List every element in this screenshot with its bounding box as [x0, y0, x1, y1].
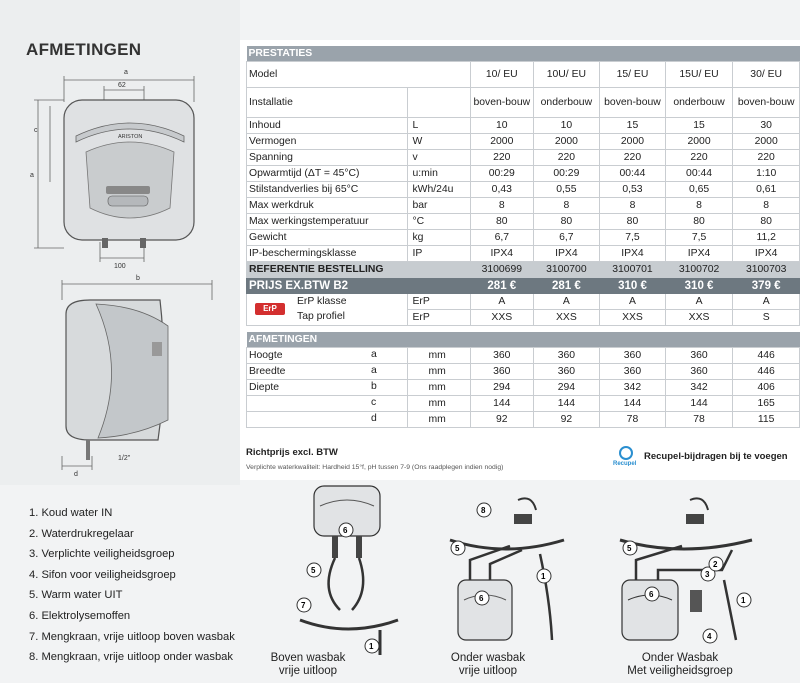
diagram-number: 4 [707, 632, 712, 641]
dim-value: 406 [733, 380, 800, 396]
spec-value: 80 [600, 214, 666, 230]
dim-value: 92 [471, 412, 534, 428]
spec-value: IPX4 [533, 246, 600, 262]
tap-profiel-unit: ErP [408, 310, 471, 326]
model-row [247, 62, 800, 88]
spec-value: 30 [733, 118, 800, 134]
spec-value: 2000 [600, 134, 666, 150]
dim-value: 360 [533, 364, 600, 380]
dim-value: 78 [600, 412, 666, 428]
spec-unit: u:min [408, 166, 471, 182]
prijs-cell: 281 € [471, 278, 534, 294]
erp-logo: ErP [255, 303, 285, 315]
dim-value: 144 [533, 396, 600, 412]
spec-value: 8 [471, 198, 534, 214]
tap-profiel-cell: S [733, 310, 800, 326]
dim-unit: mm [408, 348, 471, 364]
spec-value: 220 [665, 150, 733, 166]
dim-unit: mm [408, 396, 471, 412]
erp-klasse-row [247, 294, 800, 310]
model-cell: 10/ EU [471, 62, 534, 88]
tap-profiel-cell: XXS [665, 310, 733, 326]
tap-profiel-label: Tap profiel [297, 311, 345, 322]
dim-value: 446 [733, 364, 800, 380]
dim-label-cell [247, 364, 408, 380]
spec-row [247, 182, 800, 198]
spec-value: 15 [665, 118, 733, 134]
spec-value: 00:29 [471, 166, 534, 182]
dim-label: Hoogte [249, 349, 283, 361]
spec-unit: bar [408, 198, 471, 214]
front-view-drawing [20, 62, 230, 277]
dim-value: 165 [733, 396, 800, 412]
install-diagram-boven-wasbak [280, 480, 410, 655]
spec-value: 220 [600, 150, 666, 166]
prijs-row [247, 278, 800, 294]
spec-unit: IP [408, 246, 471, 262]
installatie-label: Installatie [247, 88, 408, 118]
dim-value: 144 [600, 396, 666, 412]
model-cell: 10U/ EU [533, 62, 600, 88]
diagram-number: 5 [627, 544, 632, 553]
dim-value: 78 [665, 412, 733, 428]
dim-unit: mm [408, 412, 471, 428]
dim-value: 144 [665, 396, 733, 412]
dim-symbol: a [371, 365, 377, 376]
spec-row [247, 150, 800, 166]
dim-value: 360 [600, 364, 666, 380]
dim-value: 342 [665, 380, 733, 396]
side-view-drawing [40, 270, 230, 480]
referentie-cell: 3100703 [733, 262, 800, 278]
spec-value: 10 [471, 118, 534, 134]
dim-label: Breedte [249, 365, 286, 377]
spec-value: 220 [533, 150, 600, 166]
recupel-text: Recupel-bijdragen bij te voegen [644, 451, 788, 462]
diagram-number: 1 [741, 596, 746, 605]
diagram-number: 1 [369, 642, 374, 651]
dim-value: 360 [471, 364, 534, 380]
legend-item: 3. Verplichte veiligheidsgroep [29, 548, 175, 561]
spec-value: 80 [665, 214, 733, 230]
dimension-title: AFMETINGEN [26, 40, 142, 59]
caption-veiligheidsgroep [600, 652, 760, 678]
prestaties-header [247, 46, 800, 62]
spec-value: 11,2 [733, 230, 800, 246]
dim-62: 62 [118, 82, 126, 89]
richtprijs-note: Richtprijs excl. BTW [246, 447, 338, 458]
caption-line: Onder wasbak [450, 652, 526, 664]
spec-row [247, 166, 800, 182]
dim-value: 144 [471, 396, 534, 412]
spec-value: IPX4 [665, 246, 733, 262]
dim-inch: 1/2" [118, 455, 131, 462]
installatie-cell: boven-bouw [600, 88, 666, 118]
erp-klasse-label: ErP klasse [297, 296, 347, 307]
diagram-number: 5 [311, 566, 316, 575]
spec-unit: kWh/24u [408, 182, 471, 198]
spec-unit: kg [408, 230, 471, 246]
erp-klasse-cell: A [471, 294, 534, 310]
brand-label: ARISTON [118, 134, 143, 140]
dim-value: 360 [533, 348, 600, 364]
recupel-logo-icon [612, 446, 642, 466]
spec-value: 0,65 [665, 182, 733, 198]
spec-label: Max werkingstemperatuur [247, 214, 408, 230]
dim-value: 115 [733, 412, 800, 428]
referentie-row [247, 262, 800, 278]
erp-klasse-cell: A [533, 294, 600, 310]
spec-row [247, 198, 800, 214]
legend-item: 1. Koud water IN [29, 507, 113, 519]
spec-unit: °C [408, 214, 471, 230]
spec-row [247, 118, 800, 134]
dim-label-cell [247, 412, 408, 428]
spec-value: 8 [533, 198, 600, 214]
spec-row [247, 214, 800, 230]
dim-value: 446 [733, 348, 800, 364]
spec-value: 8 [600, 198, 666, 214]
caption-line: Onder Wasbak [641, 652, 719, 664]
spec-value: 00:29 [533, 166, 600, 182]
prestaties-title: PRESTATIES [247, 46, 800, 62]
dim-value: 360 [600, 348, 666, 364]
referentie-cell: 3100701 [600, 262, 666, 278]
caption-line: vrije uitloop [278, 665, 338, 677]
dim-rows [247, 348, 800, 428]
erp-klasse-cell: A [665, 294, 733, 310]
spec-value: IPX4 [733, 246, 800, 262]
referentie-cell: 3100702 [665, 262, 733, 278]
legend-list [29, 503, 235, 668]
spec-value: IPX4 [600, 246, 666, 262]
spec-value: 7,5 [600, 230, 666, 246]
installatie-cell: onderbouw [533, 88, 600, 118]
spec-label: Inhoud [247, 118, 408, 134]
spec-value: 2000 [733, 134, 800, 150]
dim-value: 294 [533, 380, 600, 396]
spec-value: 8 [665, 198, 733, 214]
dim-b: b [136, 275, 140, 282]
spec-row [247, 134, 800, 150]
dim-value: 92 [533, 412, 600, 428]
dim-symbol: c [371, 397, 377, 408]
spec-label: Spanning [247, 150, 408, 166]
dim-row [247, 412, 800, 428]
diagram-number: 5 [455, 544, 460, 553]
caption-boven-wasbak [262, 652, 354, 678]
spec-value: 0,53 [600, 182, 666, 198]
dim-value: 360 [471, 348, 534, 364]
dim-symbol: b [371, 381, 377, 392]
dim-symbol: a [371, 349, 377, 360]
model-cell: 15U/ EU [665, 62, 733, 88]
spec-unit: W [408, 134, 471, 150]
tap-profiel-cell: XXS [533, 310, 600, 326]
referentie-label: REFERENTIE BESTELLING [247, 262, 471, 278]
spec-label: IP-beschermingsklasse [247, 246, 408, 262]
spec-value: 80 [733, 214, 800, 230]
spec-value: 80 [533, 214, 600, 230]
legend-item: 2. Waterdrukregelaar [29, 527, 134, 540]
dim-label-cell [247, 396, 408, 412]
spec-label: Stilstandverlies bij 65°C [247, 182, 408, 198]
caption-line: Boven wasbak [270, 652, 346, 664]
afmetingen-title: AFMETINGEN [247, 332, 800, 348]
legend-item: 7. Mengkraan, vrije uitloop boven wasbak [29, 630, 235, 643]
erp-klasse-unit: ErP [408, 294, 471, 310]
dim-row [247, 364, 800, 380]
spec-value: 1:10 [733, 166, 800, 182]
legend-item: 4. Sifon voor veiligheidsgroep [29, 568, 176, 581]
recupel-logo-text: Recupel [613, 461, 637, 466]
erp-klasse-cell: A [733, 294, 800, 310]
erp-logo-cell [247, 294, 408, 326]
spec-value: 15 [600, 118, 666, 134]
install-diagram-onder-wasbak [440, 490, 570, 650]
spec-value: 220 [471, 150, 534, 166]
tap-profiel-cell: XXS [600, 310, 666, 326]
spec-rows [247, 118, 800, 262]
spec-unit: L [408, 118, 471, 134]
spec-label: Gewicht [247, 230, 408, 246]
spec-label: Max werkdruk [247, 198, 408, 214]
dim-unit: mm [408, 380, 471, 396]
dim-row [247, 348, 800, 364]
dim-c: c [34, 127, 38, 134]
referentie-cell: 3100700 [533, 262, 600, 278]
model-cell: 15/ EU [600, 62, 666, 88]
dim-a-side: a [30, 172, 34, 179]
diagram-number: 2 [713, 560, 718, 569]
model-label: Model [247, 62, 471, 88]
install-diagram-veiligheidsgroep [612, 490, 760, 650]
prijs-label: PRIJS EX.BTW B2 [247, 278, 471, 294]
dim-unit: mm [408, 364, 471, 380]
dim-row [247, 380, 800, 396]
installatie-cell: onderbouw [665, 88, 733, 118]
spec-value: 0,43 [471, 182, 534, 198]
legend-item: 6. Elektrolysemoffen [29, 609, 131, 622]
spec-value: 0,55 [533, 182, 600, 198]
caption-onder-wasbak [440, 652, 536, 678]
tap-profiel-cell: XXS [471, 310, 534, 326]
diagram-number: 6 [479, 594, 484, 603]
spec-value: 8 [733, 198, 800, 214]
model-cell: 30/ EU [733, 62, 800, 88]
spec-unit: v [408, 150, 471, 166]
diagram-number: 6 [343, 526, 348, 535]
spec-value: 2000 [471, 134, 534, 150]
caption-line: Met veiligheidsgroep [627, 665, 733, 677]
diagram-number: 8 [481, 506, 486, 515]
spec-value: 7,5 [665, 230, 733, 246]
waterkwaliteit-note: Verplichte waterkwaliteit: Hardheid 15°f, pH tussen 7-9 (Ons raadplegen indien nodig) [246, 464, 504, 471]
installatie-cell: boven-bouw [471, 88, 534, 118]
diagram-number: 1 [541, 572, 546, 581]
installatie-row [247, 88, 800, 118]
prijs-cell: 379 € [733, 278, 800, 294]
spec-value: IPX4 [471, 246, 534, 262]
prijs-cell: 310 € [665, 278, 733, 294]
caption-line: vrije uitloop [458, 665, 518, 677]
dim-value: 360 [665, 364, 733, 380]
legend-item: 8. Mengkraan, vrije uitloop onder wasbak [29, 651, 233, 664]
recupel-note [612, 446, 798, 466]
dim-d: d [74, 471, 78, 478]
dim-value: 294 [471, 380, 534, 396]
spec-value: 220 [733, 150, 800, 166]
spec-value: 6,7 [533, 230, 600, 246]
dim-label: Diepte [249, 381, 280, 393]
diagram-number: 3 [705, 570, 710, 579]
spec-row [247, 246, 800, 262]
dim-label-cell [247, 348, 408, 364]
spec-table [246, 46, 800, 428]
spec-value: 00:44 [600, 166, 666, 182]
spec-value: 6,7 [471, 230, 534, 246]
erp-klasse-cell: A [600, 294, 666, 310]
referentie-cell: 3100699 [471, 262, 534, 278]
spec-value: 0,61 [733, 182, 800, 198]
installatie-cell: boven-bouw [733, 88, 800, 118]
dim-value: 342 [600, 380, 666, 396]
spec-value: 80 [471, 214, 534, 230]
dim-row [247, 396, 800, 412]
diagram-number: 7 [301, 601, 306, 610]
diagram-number: 6 [649, 590, 654, 599]
spec-label: Opwarmtijd (ΔT = 45°C) [247, 166, 408, 182]
dim-a-top: a [124, 69, 128, 76]
spec-value: 10 [533, 118, 600, 134]
dim-value: 360 [665, 348, 733, 364]
spec-value: 2000 [533, 134, 600, 150]
dim-symbol: d [371, 413, 377, 424]
spec-value: 00:44 [665, 166, 733, 182]
spec-value: 2000 [665, 134, 733, 150]
legend-item: 5. Warm water UIT [29, 589, 123, 602]
dim-label-cell [247, 380, 408, 396]
spec-label: Vermogen [247, 134, 408, 150]
prijs-cell: 310 € [600, 278, 666, 294]
afmetingen-header [247, 332, 800, 348]
prijs-cell: 281 € [533, 278, 600, 294]
dim-100: 100 [114, 263, 126, 270]
spec-row [247, 230, 800, 246]
